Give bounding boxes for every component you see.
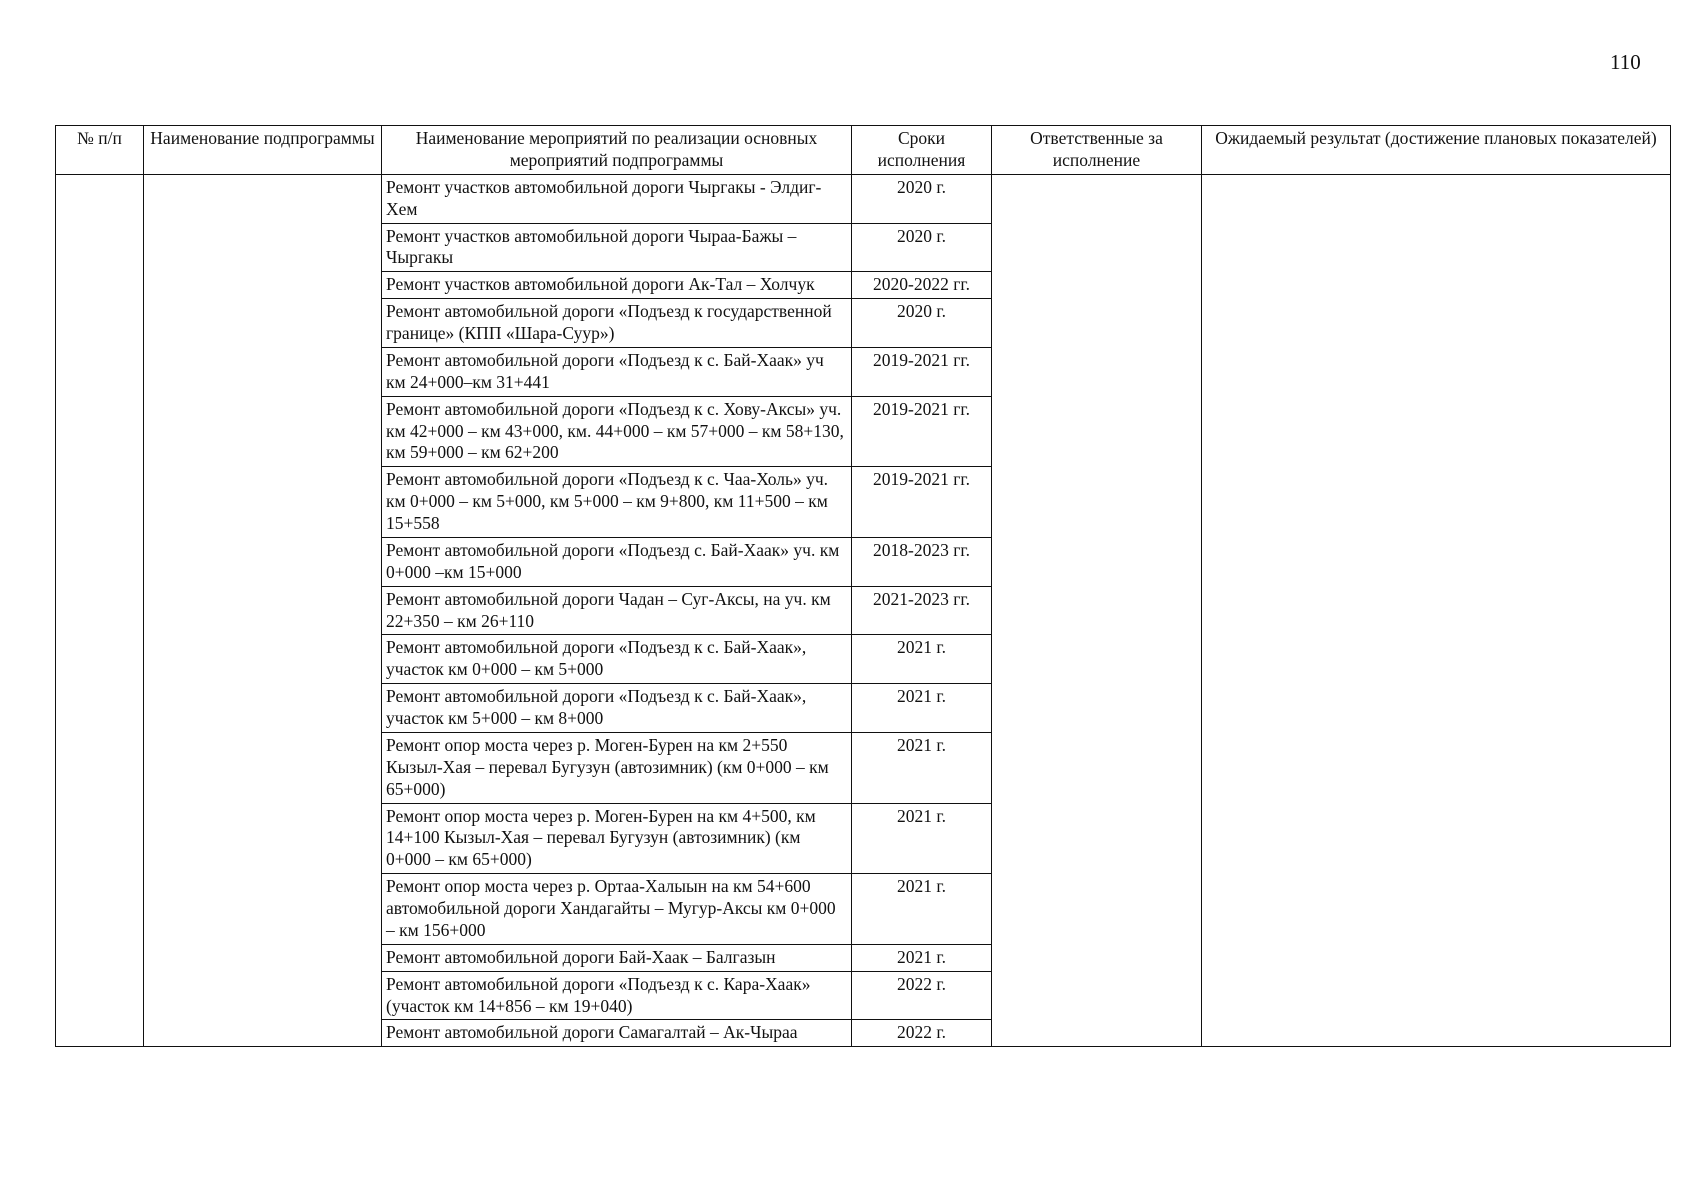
cell-period: 2018-2023 гг. bbox=[852, 537, 992, 586]
cell-measure-name: Ремонт автомобильной дороги «Подъезд к с. Бай-Хаак», участок км 5+000 – км 8+000 bbox=[382, 684, 852, 733]
cell-measure-name: Ремонт автомобильной дороги «Подъезд к с. Бай-Хаак» уч км 24+000–км 31+441 bbox=[382, 347, 852, 396]
cell-measure-name: Ремонт автомобильной дороги «Подъезд к государственной границе» (КПП «Шара-Суур») bbox=[382, 299, 852, 348]
cell-measure-name: Ремонт участков автомобильной дороги Ак-Тал – Холчук bbox=[382, 272, 852, 299]
cell-measure-name: Ремонт автомобильной дороги «Подъезд к с. Хову-Аксы» уч. км 42+000 – км 43+000, км. 44+000 – км 57+000 – км 58+130, км 59+000 – км 62+200 bbox=[382, 396, 852, 467]
cell-measure-name: Ремонт опор моста через р. Ортаа-Халыын на км 54+600 автомобильной дороги Хандагайты – Мугур-Аксы км 0+000 – км 156+000 bbox=[382, 874, 852, 945]
header-number: № п/п bbox=[56, 126, 144, 175]
cell-measure-name: Ремонт участков автомобильной дороги Чыргакы - Элдиг-Хем bbox=[382, 174, 852, 223]
cell-period: 2021 г. bbox=[852, 635, 992, 684]
cell-period: 2021 г. bbox=[852, 874, 992, 945]
cell-period: 2021 г. bbox=[852, 803, 992, 874]
cell-measure-name: Ремонт автомобильной дороги «Подъезд к с. Кара-Хаак» (участок км 14+856 – км 19+040) bbox=[382, 971, 852, 1020]
header-responsible: Ответственные за исполнение bbox=[992, 126, 1202, 175]
cell-period: 2019-2021 гг. bbox=[852, 467, 992, 538]
cell-measure-name: Ремонт опор моста через р. Моген-Бурен на км 2+550 Кызыл-Хая – перевал Бугузун (автозимник) (км 0+000 – км 65+000) bbox=[382, 732, 852, 803]
cell-measure-name: Ремонт автомобильной дороги Самагалтай – Ак-Чыраа bbox=[382, 1020, 852, 1047]
header-subprogram: Наименование подпрограммы bbox=[144, 126, 382, 175]
cell-measure-name: Ремонт автомобильной дороги Чадан – Суг-Аксы, на уч. км 22+350 – км 26+110 bbox=[382, 586, 852, 635]
cell-period: 2019-2021 гг. bbox=[852, 347, 992, 396]
cell-period: 2020-2022 гг. bbox=[852, 272, 992, 299]
table-header-row bbox=[56, 126, 1671, 175]
cell-period: 2021-2023 гг. bbox=[852, 586, 992, 635]
cell-period: 2020 г. bbox=[852, 223, 992, 272]
cell-period: 2021 г. bbox=[852, 944, 992, 971]
cell-period: 2021 г. bbox=[852, 684, 992, 733]
header-expected-result: Ожидаемый результат (достижение плановых показателей) bbox=[1202, 126, 1671, 175]
cell-measure-name: Ремонт опор моста через р. Моген-Бурен на км 4+500, км 14+100 Кызыл-Хая – перевал Бугузун (автозимник) (км 0+000 – км 65+000) bbox=[382, 803, 852, 874]
cell-measure-name: Ремонт автомобильной дороги «Подъезд к с. Бай-Хаак», участок км 0+000 – км 5+000 bbox=[382, 635, 852, 684]
cell-period: 2019-2021 гг. bbox=[852, 396, 992, 467]
cell-responsible bbox=[992, 174, 1202, 1047]
cell-period: 2022 г. bbox=[852, 971, 992, 1020]
table-body bbox=[56, 174, 1671, 1047]
cell-measure-name: Ремонт автомобильной дороги «Подъезд с. Бай-Хаак» уч. км 0+000 –км 15+000 bbox=[382, 537, 852, 586]
cell-measure-name: Ремонт автомобильной дороги Бай-Хаак – Балгазын bbox=[382, 944, 852, 971]
cell-period: 2022 г. bbox=[852, 1020, 992, 1047]
page-number: 110 bbox=[1610, 50, 1641, 74]
cell-expected-result bbox=[1202, 174, 1671, 1047]
header-period: Сроки исполнения bbox=[852, 126, 992, 175]
table-row bbox=[56, 174, 1671, 223]
cell-subprogram bbox=[144, 174, 382, 1047]
measures-table bbox=[55, 125, 1671, 1047]
cell-period: 2020 г. bbox=[852, 299, 992, 348]
cell-period: 2021 г. bbox=[852, 732, 992, 803]
cell-period: 2020 г. bbox=[852, 174, 992, 223]
cell-measure-name: Ремонт автомобильной дороги «Подъезд к с. Чаа-Холь» уч. км 0+000 – км 5+000, км 5+000 – км 9+800, км 11+500 – км 15+558 bbox=[382, 467, 852, 538]
cell-measure-name: Ремонт участков автомобильной дороги Чыраа-Бажы – Чыргакы bbox=[382, 223, 852, 272]
header-measure-name: Наименование мероприятий по реализации основных мероприятий подпрограммы bbox=[382, 126, 852, 175]
cell-number bbox=[56, 174, 144, 1047]
